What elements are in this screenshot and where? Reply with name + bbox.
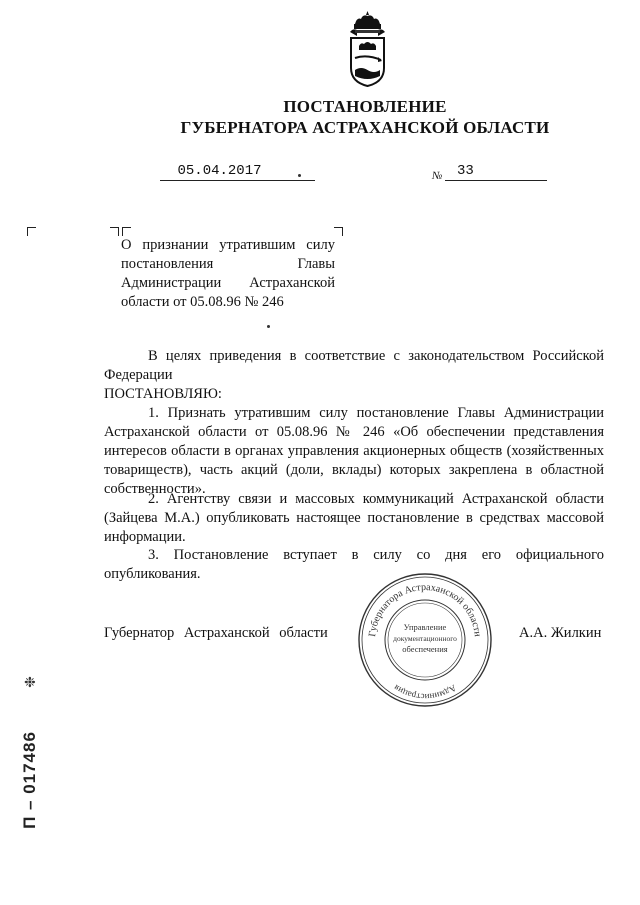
- preamble-paragraph: В целях приведения в соответствие с законодательством Российской Федерации: [104, 348, 604, 383]
- official-stamp: [355, 570, 495, 710]
- stamp-center-line3: обеспечения: [402, 644, 448, 654]
- decree-item-3: 3. Постановление вступает в силу со дня его официального опубликования.: [104, 547, 604, 582]
- form-serial-text: П – 017486: [20, 731, 39, 829]
- issuer-title: ГУБЕРНАТОРА АСТРАХАНСКОЙ ОБЛАСТИ: [180, 118, 550, 137]
- document-number: 33: [445, 163, 547, 181]
- form-serial-number: [15, 720, 45, 840]
- scan-speck: [267, 325, 270, 328]
- document-type-title: ПОСТАНОВЛЕНИЕ: [283, 97, 447, 116]
- document-subject: О признании утратившим силу постановления Главы Администрации Астраханской области от 05.08.96 № 246: [121, 237, 335, 310]
- coat-of-arms-emblem: [345, 10, 390, 90]
- date-value: 05.04.2017: [177, 163, 262, 179]
- scan-speck: [298, 174, 301, 177]
- decorative-star-icon: ❉: [24, 676, 36, 691]
- decree-item-2: 2. Агентству связи и массовых коммуникаций Астраханской области (Зайцева М.А.) опубликовать настоящее постановление в средствах массовой информации.: [104, 491, 604, 545]
- document-date: [160, 163, 315, 181]
- signatory-name: А.А. Жилкин: [519, 625, 602, 641]
- subject-bracket-left-open: [122, 227, 131, 236]
- signatory-role: Губернатор Астраханской области: [104, 625, 328, 641]
- stamp-center-line1: Управление: [403, 622, 447, 632]
- subject-bracket-left-close: [110, 227, 119, 236]
- decree-item-1: 1. Признать утратившим силу постановление Главы Администрации Астраханской области от 05.08.96 № 246 «Об обеспечении представления интересов области в органах управления акционерных обществ (хозяйственных товариществ), часть акций (доли, вклады) которых закреплена в областной собственности».: [104, 405, 604, 497]
- margin-mark-left: [27, 227, 36, 236]
- stamp-ring-top: Губернатора Астраханской области: [367, 581, 483, 638]
- subject-bracket-right: [334, 227, 343, 236]
- number-label: №: [432, 170, 443, 182]
- decree-keyword: ПОСТАНОВЛЯЮ:: [104, 386, 222, 402]
- stamp-ring-text-bottom: [392, 683, 458, 702]
- stamp-ring-bottom: Администрация: [391, 682, 459, 703]
- stamp-center-line2: документационного: [393, 634, 457, 643]
